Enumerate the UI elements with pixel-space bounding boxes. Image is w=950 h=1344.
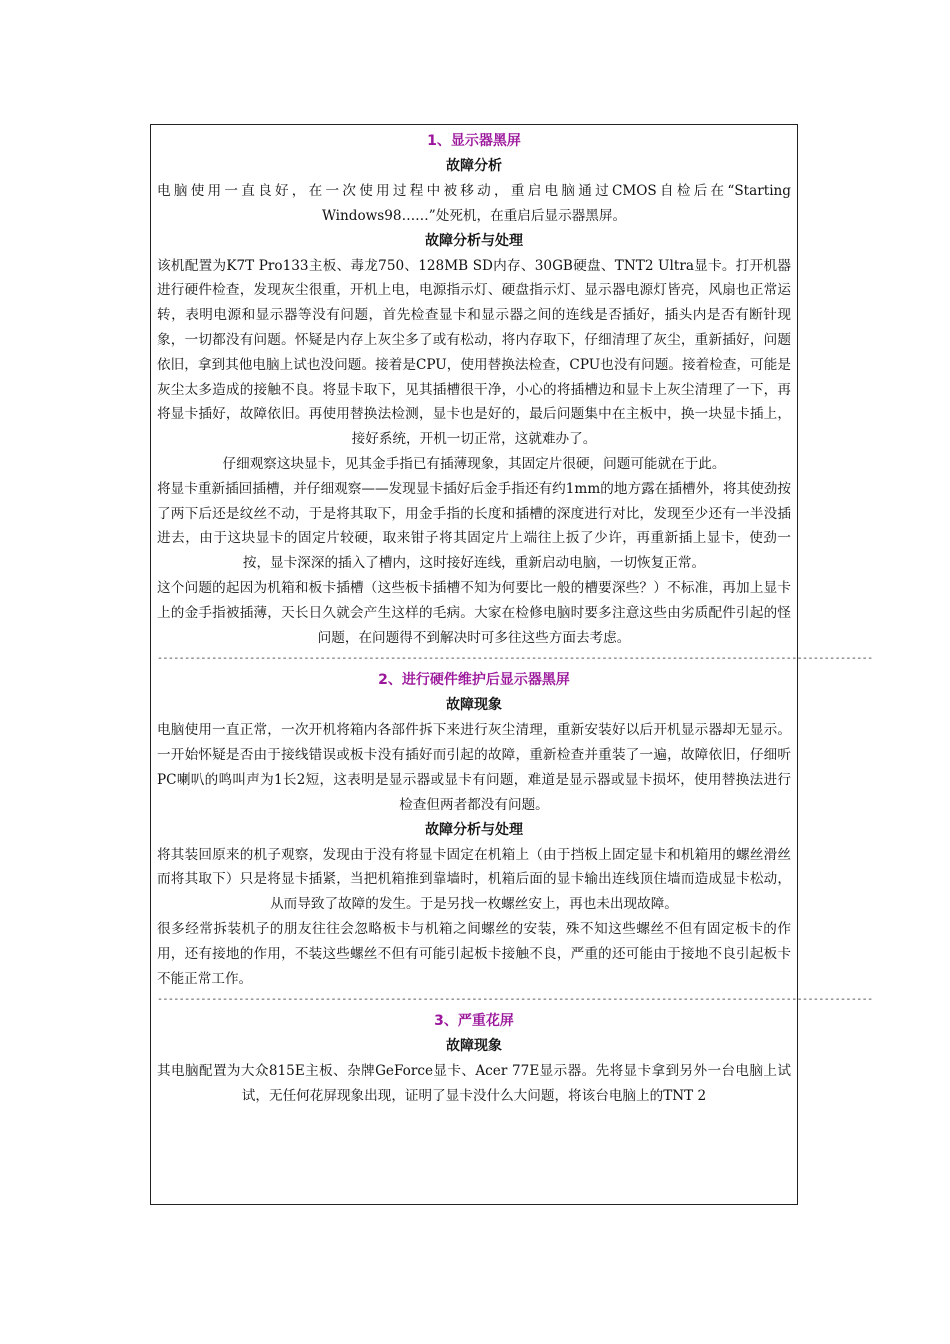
document-frame <box>150 124 873 1205</box>
section-1-heading-handling: 故障分析与处理 <box>425 232 523 249</box>
document-content <box>151 125 873 1109</box>
section-1-paragraph-5: 这个问题的起因为机箱和板卡插槽（这些板卡插槽不知为何要比一般的槽要深些？）不标准，再加上显卡上的金手指被插薄，天长日久就会产生这样的毛病。大家在检修电脑时要多注意这些由劣质配件引起的怪问题，在问题得不到解决时可多往这些方面去考虑。 <box>157 579 791 646</box>
section-2-paragraph-1: 电脑使用一直正常，一次开机将箱内各部件拆下来进行灰尘清理，重新安装好以后开机显示器却无显示。一开始怀疑是否由于接线错误或板卡没有插好而引起的故障，重新检查并重装了一遍，故障依旧，仔细听PC喇叭的鸣叫声为1长2短，这表明是显示器或显卡有问题，难道是显示器或显卡损坏，使用替换法进行检查但两者都没有问题。 <box>157 722 791 813</box>
section-1-paragraph-1: 电脑使用一直良好，在一次使用过程中被移动，重启电脑通过CMOS自检后在“Starting Windows98……”处死机，在重启后显示器黑屏。 <box>157 183 791 224</box>
section-3-heading-symptom: 故障现象 <box>446 1038 502 1055</box>
section-2-paragraph-3: 很多经常拆装机子的朋友往往会忽略板卡与机箱之间螺丝的安装，殊不知这些螺丝不但有固定板卡的作用，还有接地的作用，不装这些螺丝不但有可能引起板卡接触不良，严重的还可能由于接地不良引起板卡不能正常工作。 <box>157 920 791 987</box>
section-3-paragraph-1: 其电脑配置为大众815E主板、杂牌GeForce显卡、Acer 77E显示器。先将显卡拿到另外一台电脑上试试，无任何花屏现象出现，证明了显卡没什么大问题，将该台电脑上的TNT 2 <box>157 1063 791 1105</box>
section-1-paragraph-4: 将显卡重新插回插槽，并仔细观察——发现显卡插好后金手指还有约1mm的地方露在插槽外，将其使劲按了两下后还是纹丝不动，于是将其取下，用金手指的长度和插槽的深度进行对比，发现至少还有一半没插进去，由于这块显卡的固定片较硬，取来钳子将其固定片上端往上扳了少许，再重新插上显卡，使劲一按，显卡深深的插入了槽内，这时接好连线，重新启动电脑，一切恢复正常。 <box>157 480 791 572</box>
section-2-paragraph-2: 将其装回原来的机子观察，发现由于没有将显卡固定在机箱上（由于挡板上固定显卡和机箱用的螺丝滑丝而将其取下）只是将显卡插紧，当把机箱推到靠墙时，机箱后面的显卡输出连线顶住墙而造成显卡松动，从而导致了故障的发生。于是另找一枚螺丝安上，再也未出现故障。 <box>157 846 791 913</box>
section-1-paragraph-3: 仔细观察这块显卡，见其金手指已有插薄现象，其固定片很硬，问题可能就在于此。 <box>222 455 726 472</box>
section-3-title: 3、严重花屏 <box>434 1013 514 1030</box>
section-2-heading-symptom: 故障现象 <box>446 697 502 714</box>
section-1-heading-analysis: 故障分析 <box>446 158 502 174</box>
section-2-title: 2、进行硬件维护后显示器黑屏 <box>378 672 570 689</box>
section-2-heading-handling: 故障分析与处理 <box>425 821 523 838</box>
section-1-title: 1、显示器黑屏 <box>427 133 521 149</box>
section-1-paragraph-2: 该机配置为K7T Pro133主板、毒龙750、128MB SD内存、30GB硬盘、TNT2 Ultra显卡。打开机器进行硬件检查，发现灰尘很重，开机上电，电源指示灯、硬盘指示灯、显示器电源灯皆亮，风扇也正常运转，表明电源和显示器等没有问题，首先检查显卡和显示器之间的连线是否插好，插头内是否有断针现象，一切都没有问题。怀疑是内存上灰尘多了或有松动，将内存取下，仔细清理了灰尘，重新插好，问题依旧，拿到其他电脑上试也没问题。接着是CPU，使用替换法检查，CPU也没有问题。接着检查，可能是灰尘太多造成的接触不良。将显卡取下，见其插槽很干净，小心的将插槽边和显卡上灰尘清理了一下，再将显卡插好，故障依旧。再使用替换法检测，显卡也是好的，最后问题集中在主板中，换一块显卡插上，接好系统，开机一切正常，这就难办了。 <box>157 257 791 448</box>
dashed-divider-1: ------------------------------------------------------------------------------------------------------------------------------------ <box>157 653 873 665</box>
dashed-divider-2: ------------------------------------------------------------------------------------------------------------------------------------ <box>157 994 873 1006</box>
